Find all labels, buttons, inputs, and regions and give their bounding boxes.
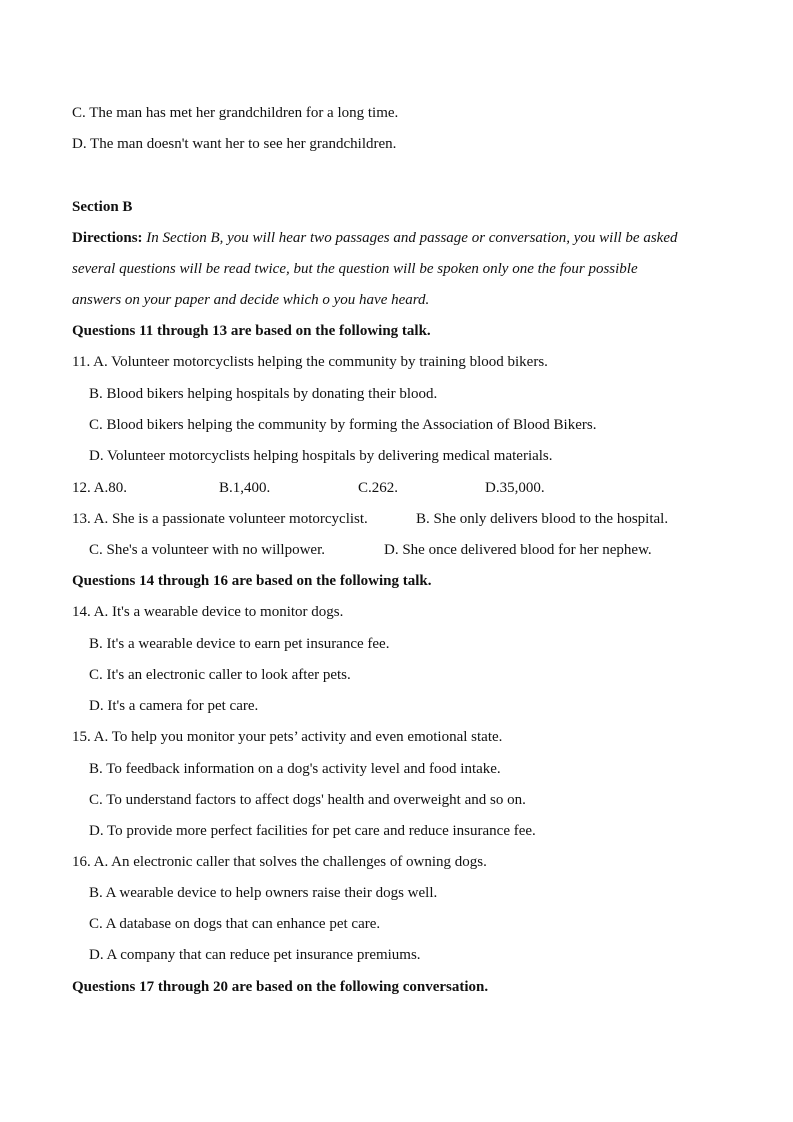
q15-option-c: C. To understand factors to affect dogs' health and overweight and so on. — [89, 792, 526, 808]
option-d-previous: D. The man doesn't want her to see her grandchildren. — [72, 136, 397, 152]
q12-option-c: C.262. — [358, 480, 399, 496]
q12-option-a: 12. A.80. — [72, 480, 128, 496]
option-c-previous: C. The man has met her grandchildren for a long time. — [72, 105, 399, 121]
q15-option-a: 15. A. To help you monitor your pets’ activity and even emotional state. — [72, 729, 503, 745]
group-header-14-16: Questions 14 through 16 are based on the following talk. — [72, 573, 432, 589]
q16-option-a: 16. A. An electronic caller that solves the challenges of owning dogs. — [72, 854, 487, 870]
q13-option-a: 13. A. She is a passionate volunteer motorcyclist. — [72, 511, 368, 527]
directions-line-3: answers on your paper and decide which o you have heard. — [72, 292, 430, 308]
section-title: Section B — [72, 199, 133, 215]
directions-text-1: In Section B, you will hear two passages and passage or conversation, you will be asked — [146, 230, 678, 246]
q14-option-b: B. It's a wearable device to earn pet insurance fee. — [89, 636, 390, 652]
q11-option-c: C. Blood bikers helping the community by forming the Association of Blood Bikers. — [89, 417, 597, 433]
q15-option-b: B. To feedback information on a dog's activity level and food intake. — [89, 761, 501, 777]
q12-option-b: B.1,400. — [219, 480, 271, 496]
directions-line-2: several questions will be read twice, but the question will be spoken only one the four possible — [72, 261, 638, 277]
q13-option-b: B. She only delivers blood to the hospital. — [416, 511, 669, 527]
group-header-17-20: Questions 17 through 20 are based on the following conversation. — [72, 979, 489, 995]
q16-option-c: C. A database on dogs that can enhance pet care. — [89, 916, 381, 932]
group-header-11-13: Questions 11 through 13 are based on the following talk. — [72, 323, 431, 339]
q11-option-a: 11. A. Volunteer motorcyclists helping the community by training blood bikers. — [72, 354, 548, 370]
q13-option-c: C. She's a volunteer with no willpower. — [89, 542, 326, 558]
q16-option-d: D. A company that can reduce pet insurance premiums. — [89, 947, 421, 963]
directions-label: Directions: — [72, 230, 143, 246]
q11-option-b: B. Blood bikers helping hospitals by donating their blood. — [89, 386, 438, 402]
q13-option-d: D. She once delivered blood for her nephew. — [384, 542, 652, 558]
q11-option-d: D. Volunteer motorcyclists helping hospitals by delivering medical materials. — [89, 448, 553, 464]
q12-option-d: D.35,000. — [485, 480, 545, 496]
q14-option-c: C. It's an electronic caller to look after pets. — [89, 667, 351, 683]
directions-line-1 — [72, 229, 678, 247]
q14-option-a: 14. A. It's a wearable device to monitor dogs. — [72, 604, 344, 620]
q15-option-d: D. To provide more perfect facilities for pet care and reduce insurance fee. — [89, 823, 536, 839]
q16-option-b: B. A wearable device to help owners raise their dogs well. — [89, 885, 438, 901]
q14-option-d: D. It's a camera for pet care. — [89, 698, 259, 714]
